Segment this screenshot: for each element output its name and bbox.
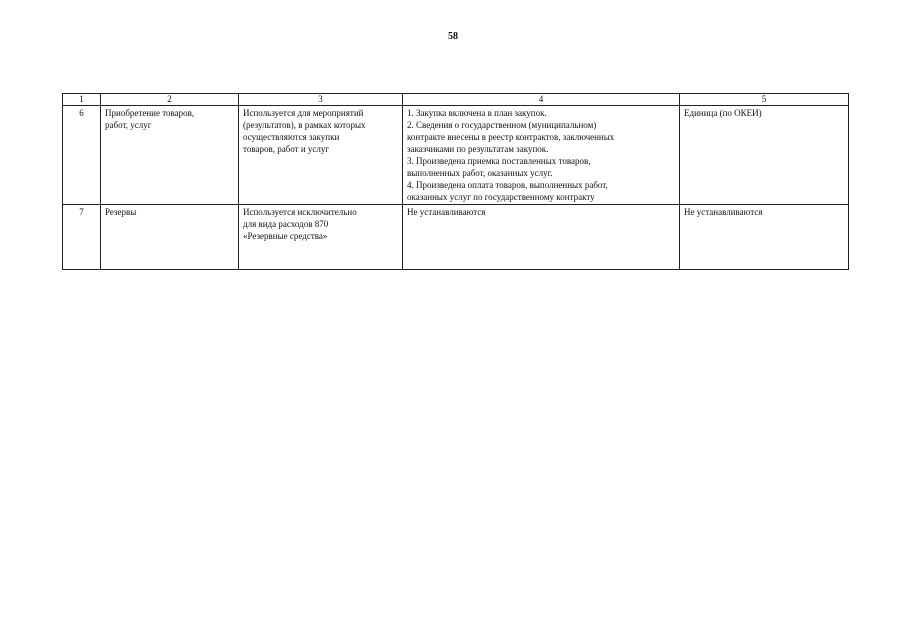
cell-line: 4. Произведена оплата товаров, выполненных работ, [407, 180, 608, 190]
cell-line: Резервы [105, 207, 137, 217]
cell-line: 2. Сведения о государственном (муниципальном) [407, 120, 597, 130]
unit-cell [680, 205, 849, 270]
usage-cell [239, 106, 403, 205]
header-cell: 1 [63, 94, 101, 106]
usage-cell [239, 205, 403, 270]
row-number-cell: 6 [63, 106, 101, 205]
table-row [63, 205, 849, 270]
cell-line: контракте внесены в реестр контрактов, заключенных [407, 132, 615, 142]
cell-line: 1. Закупка включена в план закупок. [407, 108, 547, 118]
document-table [62, 93, 849, 270]
cell-line: «Резервные средства» [243, 231, 328, 241]
table-header-row [63, 94, 849, 106]
cell-line: заказчиками по результатам закупок. [407, 144, 549, 154]
cell-line: Не устанавливаются [407, 207, 486, 217]
unit-cell [680, 106, 849, 205]
cell-line: осуществляются закупки [243, 132, 340, 142]
cell-line: Используется для мероприятий [243, 108, 364, 118]
cell-line: товаров, работ и услуг [243, 144, 330, 154]
header-cell: 2 [101, 94, 239, 106]
header-cell: 3 [239, 94, 403, 106]
cell-line: (результатов), в рамках которых [243, 120, 366, 130]
cell-line: Приобретение товаров, [105, 108, 195, 118]
cell-line: для вида расходов 870 [243, 219, 329, 229]
conditions-cell [403, 106, 680, 205]
cell-line: оказанных услуг по государственному контракту [407, 192, 595, 202]
cell-line: работ, услуг [105, 120, 152, 130]
cell-line: Единица (по ОКЕИ) [684, 108, 762, 118]
header-cell: 4 [403, 94, 680, 106]
cell-line: Используется исключительно [243, 207, 357, 217]
cell-line: Не устанавливаются [684, 207, 763, 217]
page-number: 58 [448, 31, 458, 42]
cell-line: выполненных работ, оказанных услуг. [407, 168, 553, 178]
cell-line: 3. Произведена приемка поставленных товаров, [407, 156, 591, 166]
header-cell: 5 [680, 94, 849, 106]
name-cell [101, 205, 239, 270]
name-cell [101, 106, 239, 205]
table-row [63, 106, 849, 205]
conditions-cell [403, 205, 680, 270]
row-number-cell: 7 [63, 205, 101, 270]
